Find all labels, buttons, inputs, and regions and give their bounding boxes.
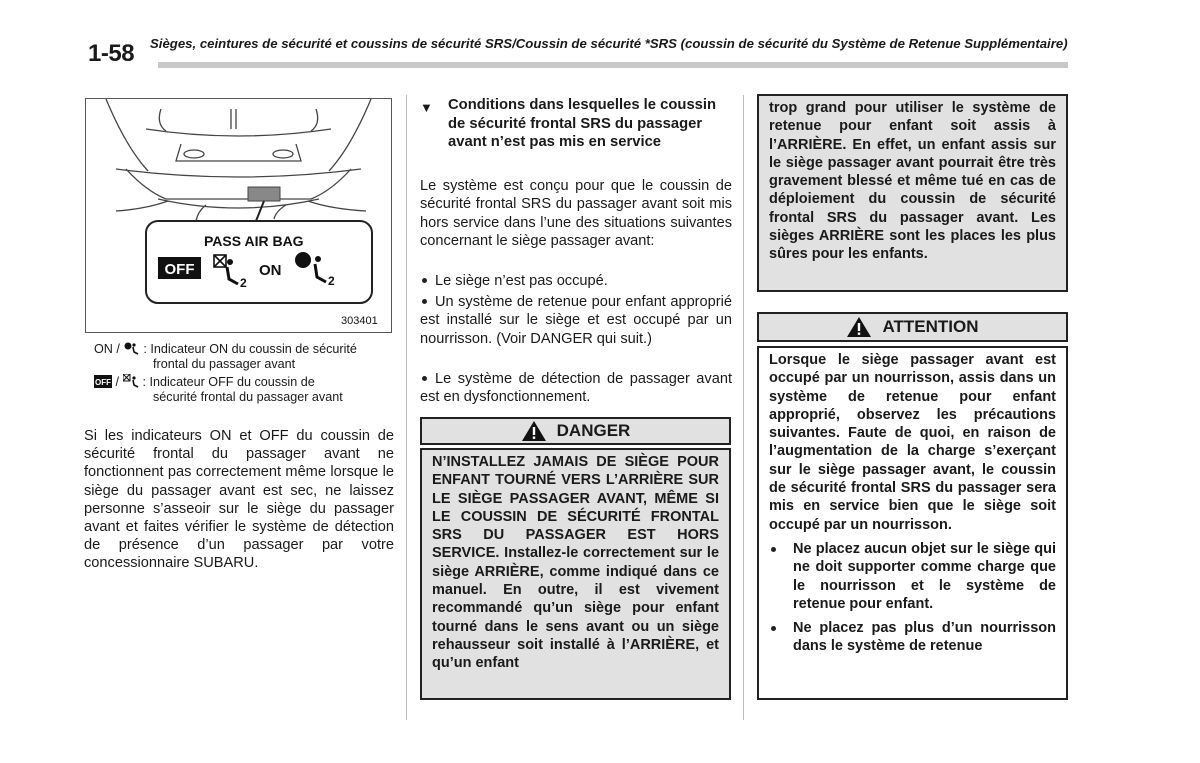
- bullet-icon: [771, 626, 776, 631]
- caption-off: OFF / : Indicateur OFF du coussin de sécurité frontal du passager avant: [95, 375, 343, 404]
- attention-text: Lorsque le siège passager avant est occupé par un nourrisson, assis dans un système de retenue pour enfant approprié, observez les précautions suivantes. Faute de quoi, en raison de l’augmentation de la charge s’exerçant sur le siège passager avant, le coussin de sécurité frontal SRS du passager sera mis en service bien que le siège soit occupé par un nourrisson.: [769, 352, 1056, 533]
- attention-label: ATTENTION: [882, 317, 979, 336]
- danger-text: Installez-le correctement sur le siège ARRIÈRE, comme indiqué dans ce manuel. En outre, il est vivement recommandé qu’un siège pour enfant tourné dans le sens avant ou un siège rehausseur soit installé à l’ARRIÈRE, et qu’un enfant: [432, 545, 720, 672]
- column-divider: [743, 95, 744, 720]
- svg-text:OFF: OFF: [95, 378, 111, 387]
- figure-id: 303401: [341, 315, 378, 327]
- overhead-console-illustration: [86, 99, 391, 332]
- svg-text:2: 2: [240, 276, 247, 290]
- on-label: ON: [259, 262, 282, 279]
- airbag-off-symbol-icon: [123, 374, 143, 388]
- bullet-icon: [422, 278, 427, 283]
- attention-banner: [757, 312, 1068, 342]
- attention-box: [757, 346, 1068, 700]
- off-label: OFF: [164, 261, 195, 278]
- intro-paragraph: Le système est conçu pour que le coussin de sécurité frontal SRS du passager avant soit mis hors service dans l’une des situations suivantes concernant le siège passager avant:: [420, 178, 732, 249]
- list-item: Le siège n’est pas occupé.: [420, 272, 732, 290]
- danger-banner: [420, 417, 731, 445]
- list-item: Un système de retenue pour enfant approprié est installé sur le siège et est occupé par un nourrisson. (Voir DANGER qui suit.): [420, 294, 732, 347]
- section-title: Sièges, ceintures de sécurité et coussins de sécurité SRS/Coussin de sécurité *SRS (coussin de sécurité du Système de Retenue Supplémentaire): [150, 36, 1068, 51]
- caption-on: ON / : Indicateur ON du coussin de sécurité frontal du passager avant: [94, 342, 357, 371]
- danger-box: [420, 448, 731, 700]
- triangle-bullet-icon: ▼: [420, 100, 433, 115]
- section-heading: ▼ Conditions dans lesquelles le coussin de sécurité frontal SRS du passager avant n’est pas mis en service: [420, 97, 717, 150]
- danger-caps-text: N’INSTALLEZ JAMAIS DE SIÈGE POUR ENFANT TOURNÉ VERS L’ARRIÈRE SUR LE SIÈGE PASSAGER AVANT, MÊME SI LE COUSSIN DE SÉCURITÉ FRONTAL SRS DU PASSAGER EST HORS SERVICE.: [432, 454, 719, 562]
- danger-label: DANGER: [556, 421, 631, 440]
- list-item: Le système de détection de passager avant est en dysfonctionnement.: [420, 371, 732, 406]
- airbag-on-symbol-icon: [123, 341, 143, 355]
- warning-triangle-icon: [846, 316, 872, 338]
- panel-title: PASS AIR BAG: [204, 233, 304, 249]
- bullet-icon: [422, 376, 427, 381]
- svg-text:2: 2: [328, 274, 335, 288]
- bullet-icon: [771, 547, 776, 552]
- airbag-indicator-figure: [85, 98, 392, 333]
- page-number: 1-58: [88, 40, 135, 67]
- off-symbol-icon: [94, 375, 112, 388]
- bullet-icon: [422, 299, 427, 304]
- header-rule: [158, 62, 1068, 68]
- warning-triangle-icon: [521, 420, 547, 442]
- column-divider: [406, 95, 407, 720]
- indicator-malfunction-paragraph: Si les indicateurs ON et OFF du coussin de sécurité frontal du passager avant ne fonctionnent pas correctement même lorsque le siège du passager avant est sec, ne laissez personne s’asseoir sur le siège du passager avant et faites vérifier le système de détection de présence d’un passager par votre concessionnaire SUBARU.: [84, 428, 394, 572]
- list-item: Ne placez aucun objet sur le siège qui ne doit supporter comme charge que le nourrisson et le système de retenue pour enfant.: [769, 540, 1056, 613]
- danger-box-continued: trop grand pour utiliser le système de retenue pour enfant soit assis à l’ARRIÈRE. En effet, un enfant assis sur le siège passager avant pourrait être très gravement blessé et même tué en cas de déploiement du coussin de sécurité frontal SRS du passager avant. Les sièges ARRIÈRE sont les places les plus sûres pour les enfants.: [757, 94, 1068, 292]
- list-item: Ne placez pas plus d’un nourrisson dans le système de retenue: [769, 619, 1056, 656]
